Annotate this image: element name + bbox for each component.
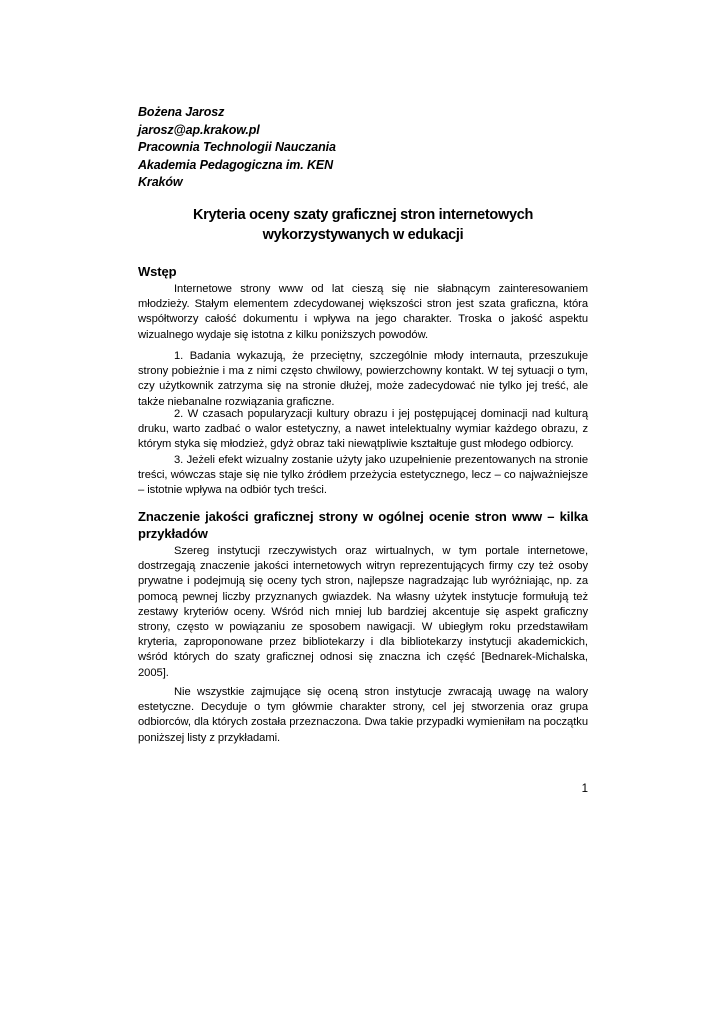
intro-paragraph-3: 2. W czasach popularyzacji kultury obrazu i jej postępującej dominacji nad kulturą druku, warto zadbać o walor estetyczny, a nawet intelektualny wymiar każdego obrazu, z którym styka się młodzież, gdyż obraz taki niewątpliwie kształtuje gust młodego odbiorcy.	[138, 408, 588, 451]
quality-paragraph-1: Szereg instytucji rzeczywistych oraz wirtualnych, w tym portale internetowe, dostrzegają znaczenie jakości internetowych witryn reprezentujących firmy czy też osoby prywatne i podejmują się oceny tych stron, najlepsze nagradzając lub wyróżniając, np. za pomocą pewnej liczby przyznanych gwiazdek. Na własny użytek instytucje formułują też zestawy kryteriów oceny. Wśród nich mniej lub bardziej akcentuje się aspekt graficzny strony, często w powiązaniu ze sposobem nawigacji. W ubiegłym roku przedstawiłam kryteria, zaproponowane przez bibliotekarzy i dla bibliotekarzy instytucji akademickich, wśród których do szaty graficznej odnosi się znaczna ich część [Bednarek-Michalska, 2005].	[138, 545, 588, 679]
page-number: 1	[581, 783, 588, 795]
intro-paragraph-2: 1. Badania wykazują, że przeciętny, szczególnie młody internauta, przeszukuje strony pobieżnie i ma z nimi często chwilowy, powierzchowny kontakt. W tej sytuacji o tym, czy użytkownik zatrzyma się na stronie dłużej, może zadecydować nie tylko jej treść, ale także niebanalne rozwiązania graficzne.	[138, 350, 588, 408]
section-heading-quality: Znaczenie jakości graficznej strony w ogólnej ocenie stron www – kilka przykładów	[138, 509, 588, 541]
document-title	[138, 205, 588, 245]
author-block	[138, 104, 336, 192]
author-unit: Pracownia Technologii Nauczania	[138, 140, 336, 154]
author-email: jarosz@ap.krakow.pl	[138, 122, 260, 137]
author-institution: Akademia Pedagogiczna im. KEN	[138, 157, 334, 172]
intro-paragraph-4: 3. Jeżeli efekt wizualny zostanie użyty jako uzupełnienie prezentowanych na stronie treści, wówczas staje się nie tylko źródłem przeżycia estetycznego, lecz – co najważniejsze – istotnie wpływa na odbiór tych treści.	[138, 454, 588, 497]
author-name: Bożena Jarosz	[138, 105, 225, 119]
intro-paragraph-1: Internetowe strony www od lat cieszą się nie słabnącym zainteresowaniem młodzieży. Stałym elementem zdecydowanej większości stron jest szata graficzna, która współtworzy całość dokumentu i wpływa na jego charakter. Troska o jakość aspektu wizualnego wydaje się istotna z kilku poniższych powodów.	[138, 283, 588, 341]
title-line-2: wykorzystywanych w edukacji	[262, 227, 464, 243]
section-heading-intro: Wstęp	[138, 264, 177, 279]
title-line-1: Kryteria oceny szaty graficznej stron internetowych	[192, 207, 534, 223]
quality-paragraph-2: Nie wszystkie zajmujące się oceną stron instytucje zwracają uwagę na walory estetyczne. Decyduje o tym główmie charakter strony, cel jej stworzenia oraz grupa odbiorców, dla których została przeznaczona. Dwa takie przypadki wymieniłam na początku poniższej listy z przykładami.	[138, 686, 588, 744]
author-city: Kraków	[138, 175, 183, 189]
